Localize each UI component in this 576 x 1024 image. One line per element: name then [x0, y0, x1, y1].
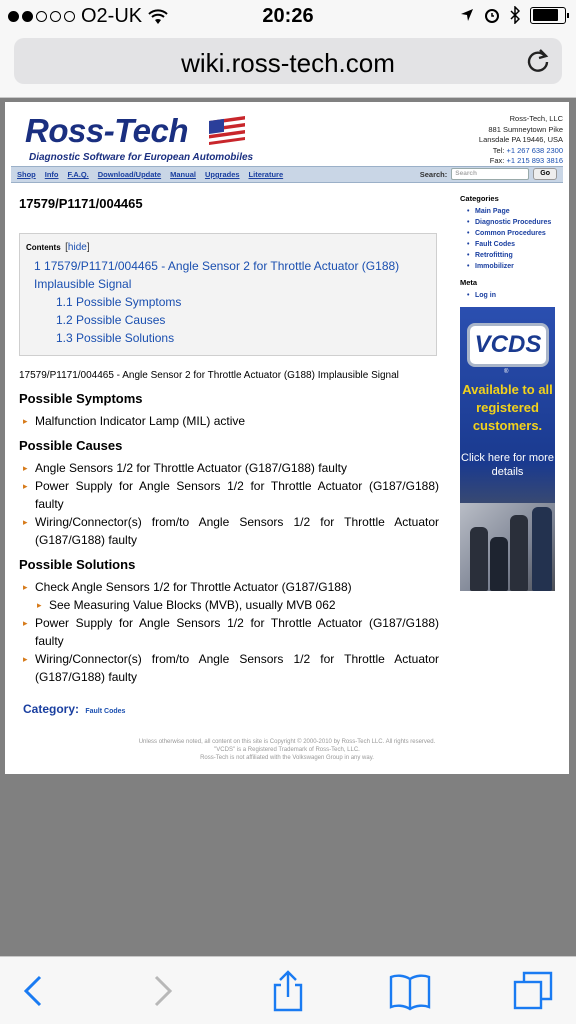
- toc-item[interactable]: 1.2 Possible Causes: [56, 313, 166, 327]
- sidebar-link-diagnostic-procedures[interactable]: • Diagnostic Procedures: [460, 217, 560, 228]
- search-go-button[interactable]: Go: [533, 168, 557, 180]
- list-item: ▸ Malfunction Indicator Lamp (MIL) active: [19, 412, 439, 430]
- toc-item[interactable]: 1.3 Possible Solutions: [56, 331, 175, 345]
- sidebar-link-common-procedures[interactable]: • Common Procedures: [460, 228, 560, 239]
- table-of-contents: Contents [hide] 1 17579/P1171/004465 - Angle Sensor 2 for Throttle Actuator (G188) Implausible Signal 1.1 Possible Symptoms 1.2 Possible Causes 1.3 Possible Solutions: [19, 233, 437, 356]
- toc-item[interactable]: 1.1 Possible Symptoms: [56, 295, 182, 309]
- search-input[interactable]: Search: [451, 168, 529, 180]
- share-icon[interactable]: [266, 969, 310, 1013]
- alarm-icon: [484, 7, 500, 23]
- fax-link[interactable]: +1 215 893 3816: [506, 156, 563, 165]
- vcds-ad-banner[interactable]: VCDS ® Available to all registered customers. Click here for more details: [460, 307, 555, 591]
- nav-download-link[interactable]: Download/Update: [97, 170, 162, 179]
- ad-photo: [460, 503, 555, 591]
- nav-shop-link[interactable]: Shop: [17, 170, 36, 179]
- nav-faq-link[interactable]: F.A.Q.: [67, 170, 89, 179]
- reload-icon[interactable]: [524, 47, 552, 75]
- solutions-list: [19, 578, 439, 686]
- nav-literature-link[interactable]: Literature: [248, 170, 284, 179]
- solutions-heading: Possible Solutions: [19, 557, 136, 572]
- url-text[interactable]: wiki.ross-tech.com: [181, 48, 395, 78]
- nav-manual-link[interactable]: Manual: [170, 170, 196, 179]
- toc-heading: Contents: [26, 243, 61, 252]
- status-bar: [0, 0, 576, 32]
- company-address: Ross-Tech, LLC 881 Sumneytown Pike Lansdale PA 19446, USA Tel: +1 267 638 2300 Fax: +1 215 893 3816: [478, 114, 563, 165]
- article-content: [19, 196, 439, 716]
- toc-item[interactable]: 1 17579/P1171/004465 - Angle Sensor 2 for Throttle Actuator (G188) Implausible Signal: [34, 259, 400, 291]
- sidebar-link-log-in[interactable]: • Log in: [460, 290, 560, 301]
- ad-cta[interactable]: Click here for more details: [461, 452, 554, 478]
- symptoms-list: [19, 412, 439, 430]
- category-bar: [23, 702, 439, 716]
- page-title: 17579/P1171/004465: [19, 196, 143, 211]
- browser-header: [0, 32, 576, 98]
- meta-heading: Meta: [460, 278, 478, 287]
- list-item: ▸ Wiring/Connector(s) from/to Angle Sensors 1/2 for Throttle Actuator (G187/G188) faulty: [19, 513, 439, 549]
- list-item: ▸ See Measuring Value Blocks (MVB), usually MVB 062: [19, 596, 439, 614]
- toc-hide-link[interactable]: hide: [67, 242, 87, 253]
- web-page: [5, 102, 569, 774]
- site-logo[interactable]: Ross-Tech: [25, 112, 188, 149]
- symptoms-heading: Possible Symptoms: [19, 391, 143, 406]
- browser-toolbar: [0, 956, 576, 1024]
- location-arrow-icon: [460, 8, 474, 22]
- back-icon[interactable]: [12, 969, 56, 1013]
- causes-heading: Possible Causes: [19, 438, 123, 453]
- list-item: ▸ Angle Sensors 1/2 for Throttle Actuator (G187/G188) faulty: [19, 459, 439, 477]
- vcds-logo: VCDS: [467, 323, 549, 367]
- sidebar: [460, 194, 560, 591]
- tabs-icon[interactable]: [512, 969, 556, 1013]
- list-item: ▸ Power Supply for Angle Sensors 1/2 for Throttle Actuator (G187/G188) faulty: [19, 614, 439, 650]
- nav-upgrades-link[interactable]: Upgrades: [204, 170, 240, 179]
- sidebar-link-retrofitting[interactable]: • Retrofitting: [460, 250, 560, 261]
- category-fault-codes-link[interactable]: Fault Codes: [85, 708, 126, 715]
- list-item: ▸ Wiring/Connector(s) from/to Angle Sensors 1/2 for Throttle Actuator (G187/G188) faulty: [19, 650, 439, 686]
- address-bar[interactable]: [14, 38, 562, 84]
- nav-info-link[interactable]: Info: [44, 170, 59, 179]
- site-nav: [11, 166, 563, 183]
- phone-link[interactable]: +1 267 638 2300: [506, 145, 563, 155]
- carrier-label: O2-UK: [81, 5, 143, 27]
- list-item: ▸ Power Supply for Angle Sensors 1/2 for Throttle Actuator (G187/G188) faulty: [19, 477, 439, 513]
- bluetooth-icon: [510, 6, 520, 24]
- bookmarks-icon[interactable]: [388, 969, 432, 1013]
- sidebar-link-main-page[interactable]: • Main Page: [460, 206, 560, 217]
- site-tagline: Diagnostic Software for European Automobiles: [29, 152, 254, 163]
- category-label[interactable]: Category:: [23, 702, 80, 716]
- battery-icon: [530, 7, 566, 24]
- sidebar-link-immobilizer[interactable]: • Immobilizer: [460, 261, 560, 272]
- clock: 20:26: [262, 5, 314, 27]
- list-item: ▸ Check Angle Sensors 1/2 for Throttle Actuator (G187/G188): [19, 578, 439, 596]
- forward-icon[interactable]: [140, 969, 184, 1013]
- ad-headline: Available to all registered customers.: [462, 382, 553, 433]
- us-flag-icon: [209, 114, 245, 146]
- causes-list: [19, 459, 439, 549]
- search-label: Search:: [419, 169, 448, 179]
- page-footer: Unless otherwise noted, all content on this site is Copyright © 2000-2010 by Ross-Tech LLC. All rights reserved. "VCDS" is a Registered Trademark of Ross-Tech, LLC. Ross-Tech is not affiliated with the Volkswagen Group in any way.: [138, 739, 436, 761]
- categories-heading: Categories: [460, 194, 499, 203]
- intro-text: 17579/P1171/004465 - Angle Sensor 2 for Throttle Actuator (G188) Implausible Signal: [19, 370, 399, 381]
- sidebar-link-fault-codes[interactable]: • Fault Codes: [460, 239, 560, 250]
